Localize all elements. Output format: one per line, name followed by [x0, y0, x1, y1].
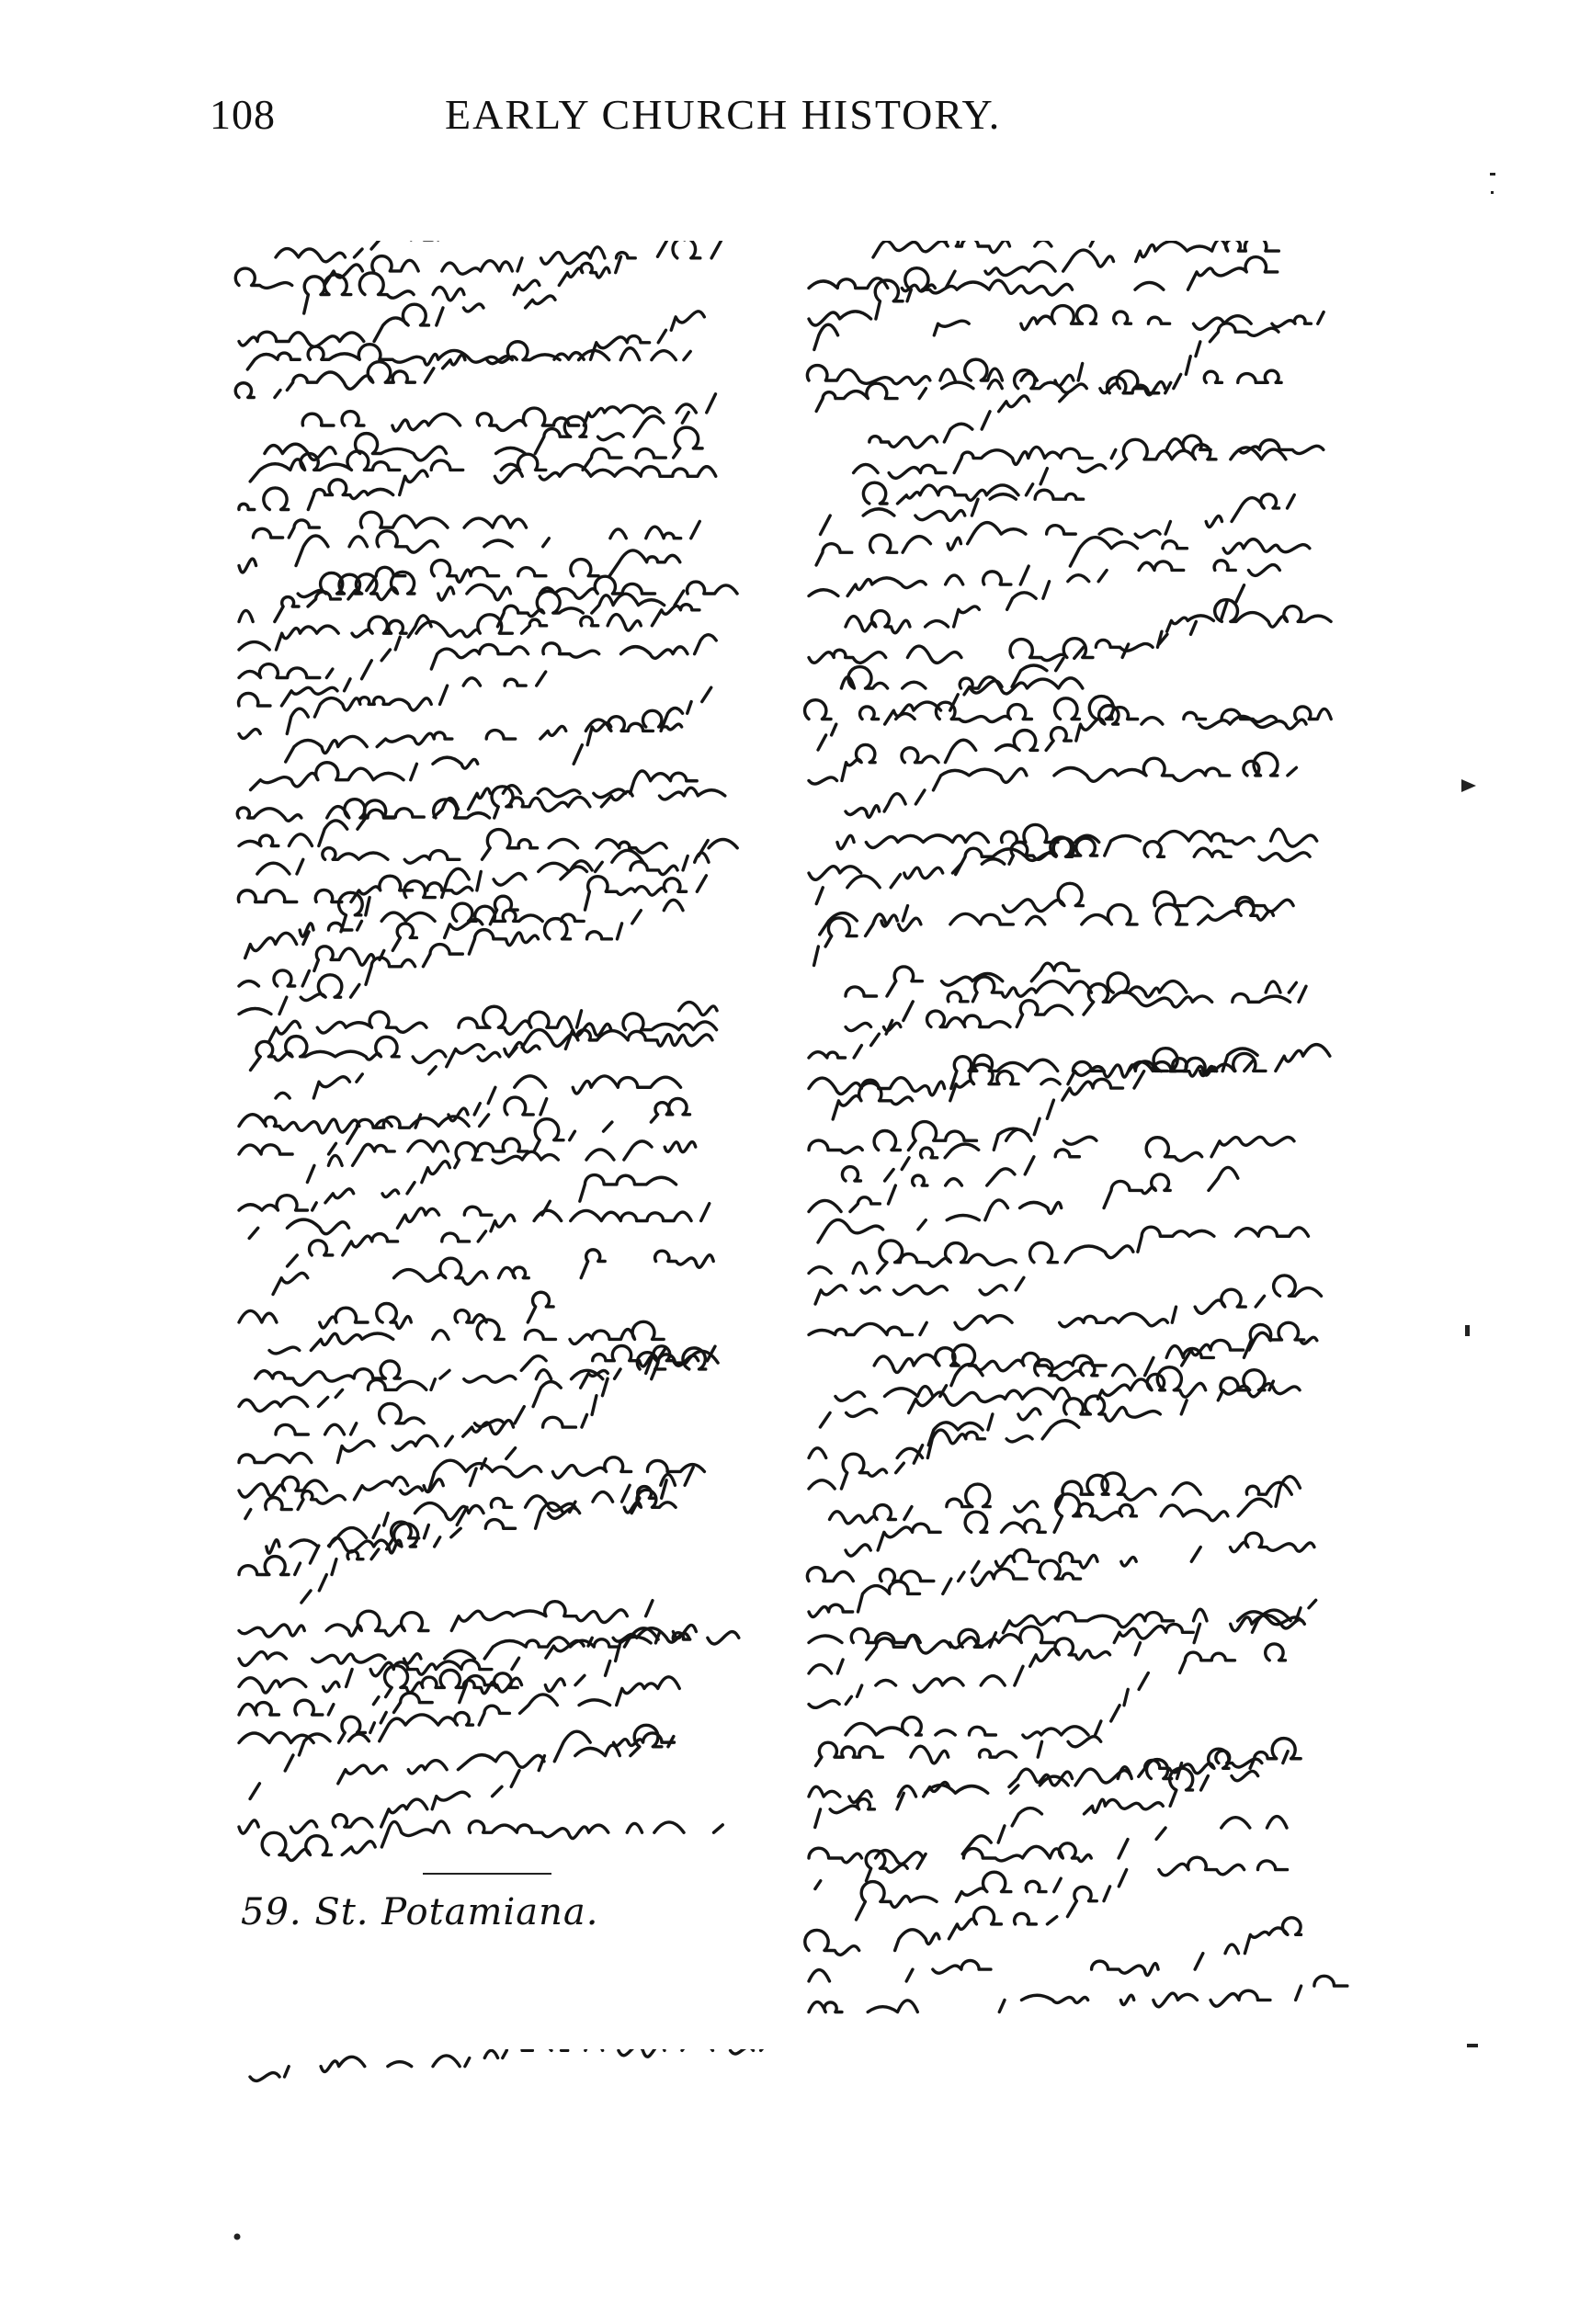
script-stroke: [846, 1477, 1300, 1556]
margin-dot-mark: [233, 2233, 241, 2240]
script-stroke: [302, 394, 715, 431]
script-stroke: [250, 2049, 1234, 2080]
margin-mark: [1486, 173, 1499, 200]
script-stroke: [809, 1560, 1081, 1616]
script-stroke: [257, 830, 737, 874]
script-stroke: [239, 605, 699, 650]
margin-triangle-mark: [1461, 779, 1476, 792]
script-stroke: [815, 1277, 1067, 1304]
right-script-column: [800, 241, 1351, 2042]
script-stroke: [816, 837, 1310, 904]
section-heading: 59. St. Potamiana.: [241, 1891, 599, 1933]
script-stroke: [809, 600, 1342, 663]
script-stroke: [239, 672, 546, 738]
script-stroke: [814, 306, 1324, 350]
script-stroke: [253, 512, 571, 538]
script-stroke: [807, 359, 1082, 386]
script-stroke: [268, 1003, 745, 1042]
script-stroke: [873, 241, 1318, 257]
script-stroke: [816, 494, 1294, 565]
script-stroke: [262, 1821, 722, 1861]
page-number: 108: [210, 91, 276, 138]
script-stroke: [265, 413, 700, 460]
script-stroke: [809, 1918, 1301, 1981]
script-stroke: [820, 883, 1318, 935]
script-stroke: [250, 1731, 686, 1798]
margin-dot-mark: [1463, 1325, 1472, 1338]
script-stroke: [235, 342, 707, 398]
script-stroke: [809, 538, 1310, 596]
script-stroke: [239, 635, 716, 678]
handwritten-script-final: [241, 2049, 1307, 2104]
script-stroke: [816, 323, 1278, 412]
script-stroke: [809, 1609, 1301, 1673]
script-stroke: [846, 984, 1306, 1031]
script-stroke: [820, 490, 1083, 534]
script-stroke: [805, 697, 1332, 722]
script-stroke: [251, 1030, 724, 1071]
script-stroke: [809, 1421, 1079, 1458]
script-stroke: [307, 1098, 689, 1182]
script-stroke: [247, 312, 704, 369]
script-stroke: [239, 1666, 580, 1715]
script-stroke: [809, 1137, 1307, 1211]
script-stroke: [809, 1275, 1322, 1335]
margin-dash-mark: [1467, 2044, 1478, 2049]
script-stroke: [269, 1320, 744, 1354]
script-stroke: [809, 1817, 1328, 1865]
script-stroke: [815, 1737, 1100, 1766]
script-stroke: [239, 1292, 573, 1328]
script-stroke: [809, 241, 1310, 291]
script-stroke: [869, 370, 1281, 448]
script-stroke: [857, 1872, 1062, 1920]
script-stroke: [846, 963, 1079, 996]
script-stroke: [249, 1175, 706, 1239]
script-stroke: [239, 771, 697, 846]
spanning-script-line: [241, 2049, 1307, 2109]
left-script-column: [230, 241, 781, 1876]
script-stroke: [239, 296, 555, 346]
section-divider: [423, 1873, 551, 1875]
script-stroke: [820, 1367, 1300, 1427]
script-stroke: [273, 1250, 713, 1295]
handwritten-script-left: [230, 241, 781, 1876]
script-stroke: [239, 900, 683, 1014]
script-stroke: [846, 753, 1296, 817]
script-stroke: [288, 1204, 710, 1266]
script-stroke: [814, 901, 1323, 966]
script-stroke: [805, 1857, 1288, 1955]
script-stroke: [239, 591, 684, 706]
script-stroke: [809, 1227, 1308, 1273]
handwritten-script-right: [800, 241, 1351, 2042]
script-stroke: [239, 1351, 718, 1411]
script-stroke: [276, 241, 687, 262]
script-stroke: [846, 1644, 1285, 1738]
script-stroke: [239, 1348, 726, 1463]
script-stroke: [809, 973, 1296, 1058]
script-stroke: [239, 1480, 680, 1575]
script-stroke: [809, 1976, 1351, 2012]
script-stroke: [238, 850, 709, 901]
script-stroke: [237, 787, 725, 821]
running-head-title: EARLY CHURCH HISTORY.: [445, 91, 1002, 138]
